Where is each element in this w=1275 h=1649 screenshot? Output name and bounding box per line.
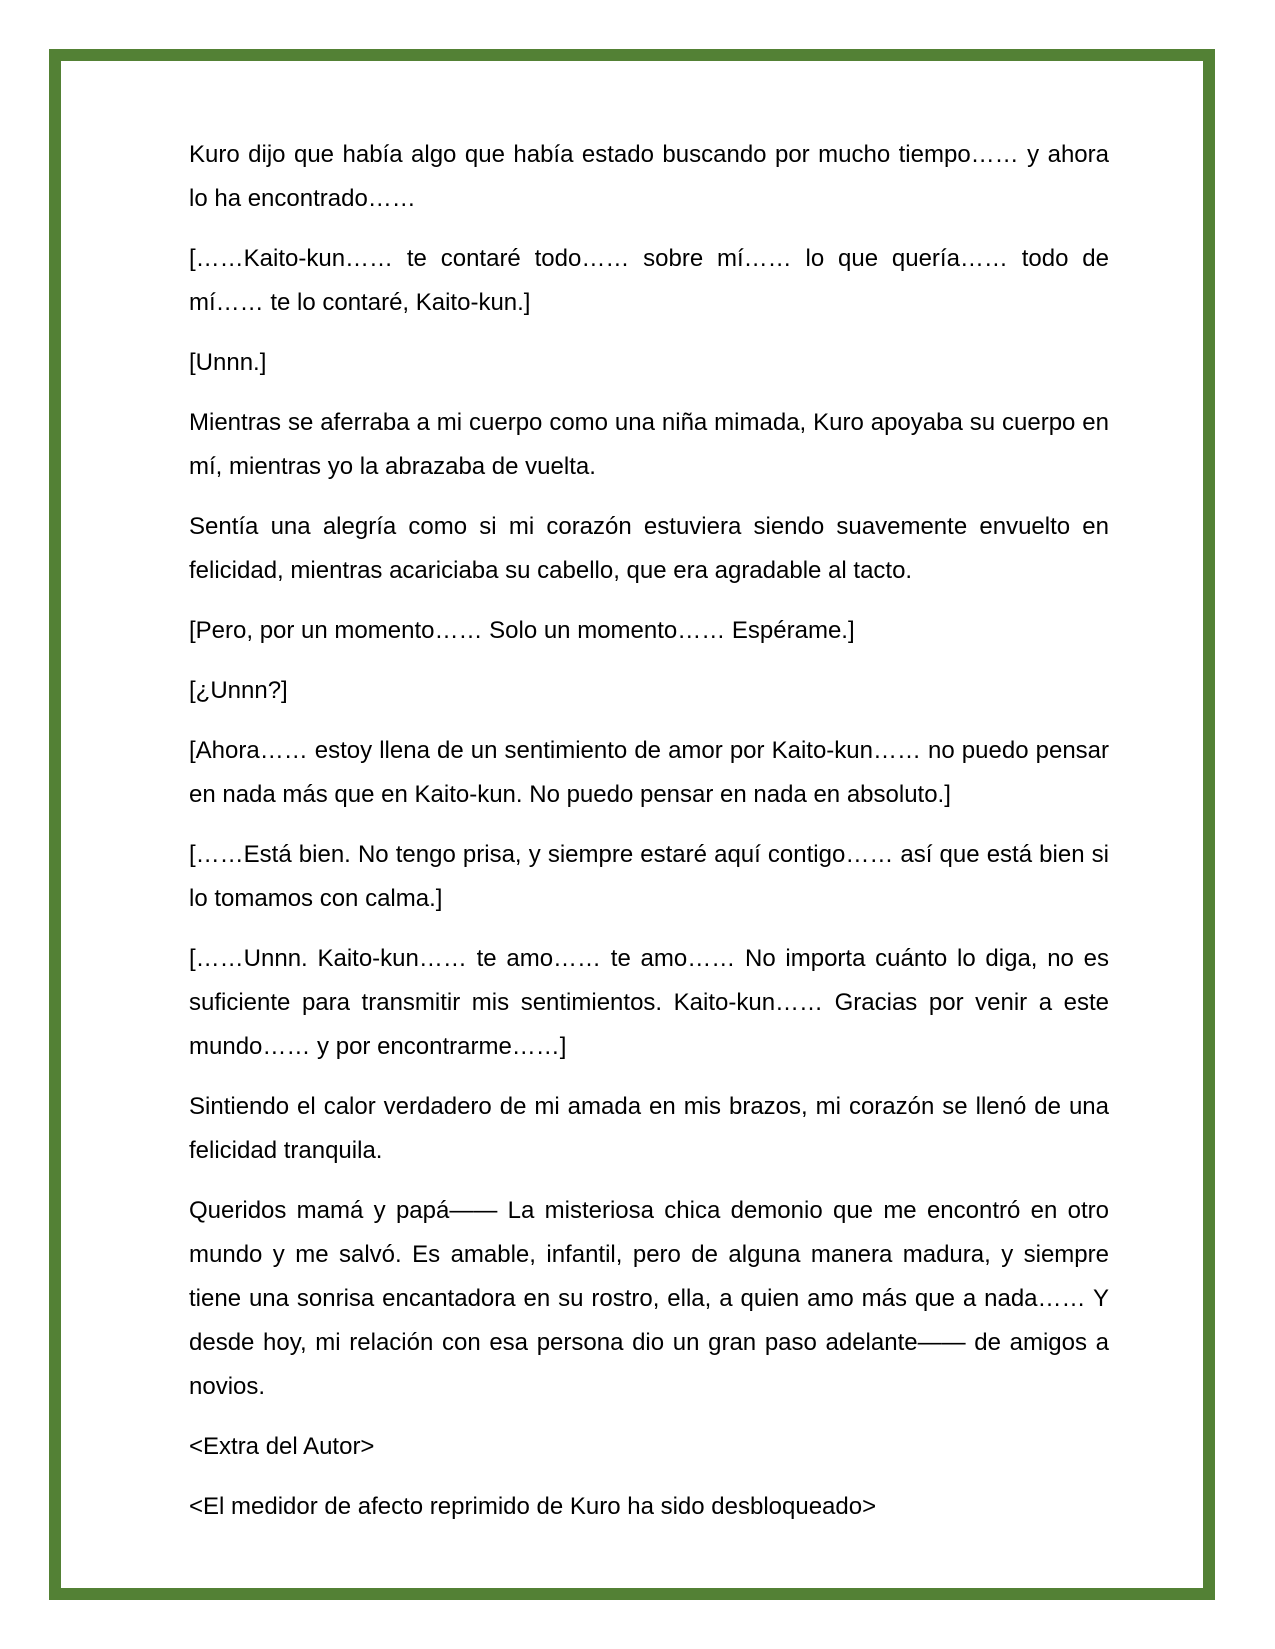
paragraph: <Extra del Autor> — [189, 1433, 375, 1460]
paragraph: [¿Unnn?] — [189, 677, 288, 704]
paragraph: [Pero, por un momento…… Solo un momento…… Espérame.] — [189, 617, 855, 644]
page-content — [189, 133, 1109, 1545]
paragraph: [……Unnn. Kaito-kun…… te amo…… te amo…… No importa cuánto lo diga, no es suficiente para transmitir mis sentimientos. Kaito-kun…… Gracias por venir a este mundo…… y por encontrarme……] — [189, 945, 1109, 1060]
paragraph: Queridos mamá y papá—— La misteriosa chica demonio que me encontró en otro mundo y me salvó. Es amable, infantil, pero de alguna manera madura, y siempre tiene una sonrisa encantadora en su rostro, ella, a quien amo más que a nada…… Y desde hoy, mi relación con esa persona dio un gran paso adelante—— de amigos a novios. — [189, 1197, 1109, 1400]
paragraph: [Unnn.] — [189, 349, 267, 376]
paragraph: Mientras se aferraba a mi cuerpo como una niña mimada, Kuro apoyaba su cuerpo en mí, mientras yo la abrazaba de vuelta. — [189, 409, 1109, 480]
paragraph: Kuro dijo que había algo que había estado buscando por mucho tiempo…… y ahora lo ha encontrado…… — [189, 141, 1109, 212]
paragraph: [……Está bien. No tengo prisa, y siempre estaré aquí contigo…… así que está bien si lo tomamos con calma.] — [189, 841, 1109, 912]
paragraph: Sentía una alegría como si mi corazón estuviera siendo suavemente envuelto en felicidad, mientras acariciaba su cabello, que era agradable al tacto. — [189, 513, 1109, 584]
paragraph: Sintiendo el calor verdadero de mi amada en mis brazos, mi corazón se llenó de una felicidad tranquila. — [189, 1093, 1109, 1164]
paragraph: <El medidor de afecto reprimido de Kuro ha sido desbloqueado> — [189, 1493, 877, 1520]
page-frame — [49, 49, 1215, 1600]
paragraph: [Ahora…… estoy llena de un sentimiento de amor por Kaito-kun…… no puedo pensar en nada más que en Kaito-kun. No puedo pensar en nada en absoluto.] — [189, 737, 1109, 808]
paragraph: [……Kaito-kun…… te contaré todo…… sobre mí…… lo que quería…… todo de mí…… te lo contaré, Kaito-kun.] — [189, 245, 1109, 316]
